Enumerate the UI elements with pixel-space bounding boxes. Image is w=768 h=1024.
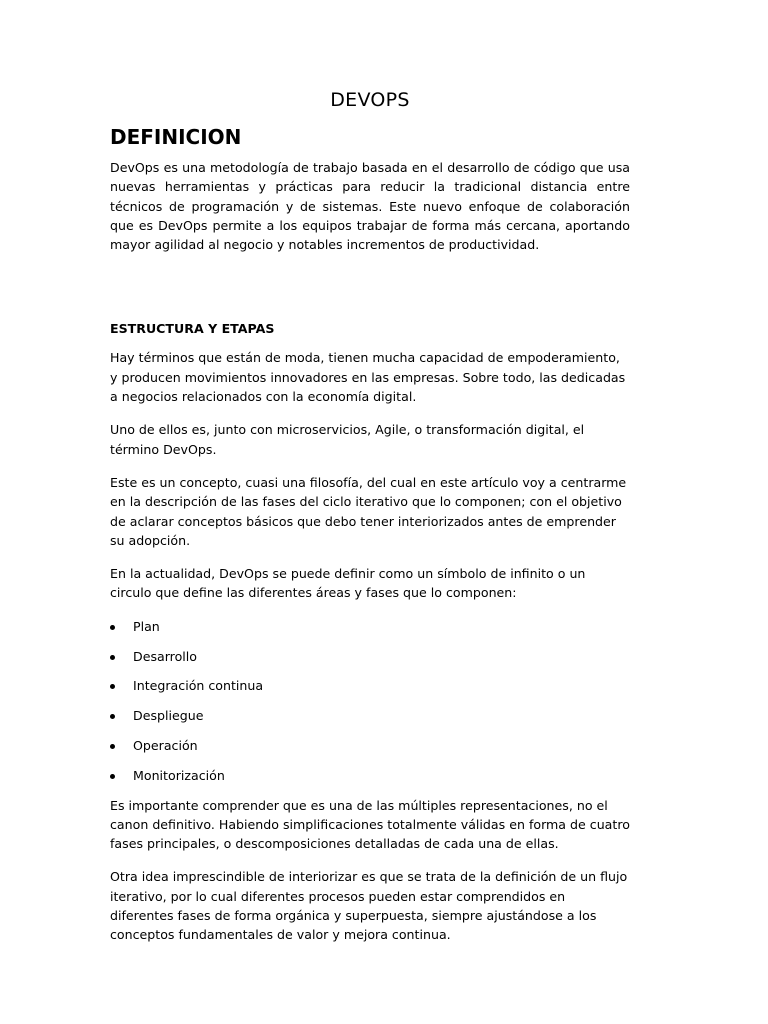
phase-label: Despliegue	[133, 708, 204, 724]
bullet-icon	[110, 774, 115, 779]
phase-label: Desarrollo	[133, 648, 197, 664]
bullet-icon	[110, 625, 115, 630]
bullet-icon	[110, 744, 115, 749]
phase-label: Operación	[133, 737, 198, 753]
list-item	[110, 706, 630, 725]
list-item	[110, 617, 630, 636]
document-title: DEVOPS	[330, 89, 410, 111]
list-item	[110, 647, 630, 666]
phase-label: Plan	[133, 618, 160, 634]
definition-heading: DEFINICION	[110, 125, 242, 149]
definition-paragraph: DevOps es una metodología de trabajo basada en el desarrollo de código que usa nuevas herramientas y prácticas para reducir la tradicional distancia entre técnicos de programación y de sistemas. Este nuevo enfoque de colaboración que es DevOps permite a los equipos trabajar de forma más cercana, aportando mayor agilidad al negocio y notables incrementos de productividad.	[110, 160, 630, 253]
phase-label: Monitorización	[133, 767, 225, 783]
body-paragraph: Este es un concepto, cuasi una filosofía, del cual en este artículo voy a centrarme en la descripción de las fases del ciclo iterativo que lo componen; con el objetivo de aclarar conceptos básicos que debo tener interiorizados antes de emprender su adopción.	[110, 474, 627, 548]
body-paragraph: En la actualidad, DevOps se puede definir como un símbolo de infinito o un circulo que define las diferentes áreas y fases que lo componen:	[110, 566, 586, 601]
closing-paragraph: Es importante comprender que es una de las múltiples representaciones, no el canon definitivo. Habiendo simplificaciones totalmente válidas en forma de cuatro fases principales, o descomposiciones detalladas de cada una de ellas.	[110, 797, 630, 852]
bullet-icon	[110, 655, 115, 660]
phase-label: Integración continua	[133, 678, 264, 694]
list-item	[110, 676, 630, 695]
closing-paragraph: Otra idea imprescindible de interiorizar es que se trata de la definición de un flujo iterativo, por lo cual diferentes procesos pueden estar comprendidos en diferentes fases de forma orgánica y superpuesta, siempre ajustándose a los conceptos fundamentales de valor y mejora continua.	[110, 869, 628, 943]
phases-list	[110, 617, 630, 785]
body-paragraph: Hay términos que están de moda, tienen mucha capacidad de empoderamiento, y producen movimientos innovadores en las empresas. Sobre todo, las dedicadas a negocios relacionados con la economía digital.	[110, 350, 626, 405]
bullet-icon	[110, 714, 115, 719]
section-spacer	[110, 268, 630, 320]
body-paragraph: Uno de ellos es, junto con microservicios, Agile, o transformación digital, el término DevOps.	[110, 422, 585, 457]
list-item	[110, 736, 630, 755]
list-item	[110, 766, 630, 785]
document-page	[110, 88, 630, 959]
bullet-icon	[110, 684, 115, 689]
structure-heading: ESTRUCTURA Y ETAPAS	[110, 321, 275, 337]
